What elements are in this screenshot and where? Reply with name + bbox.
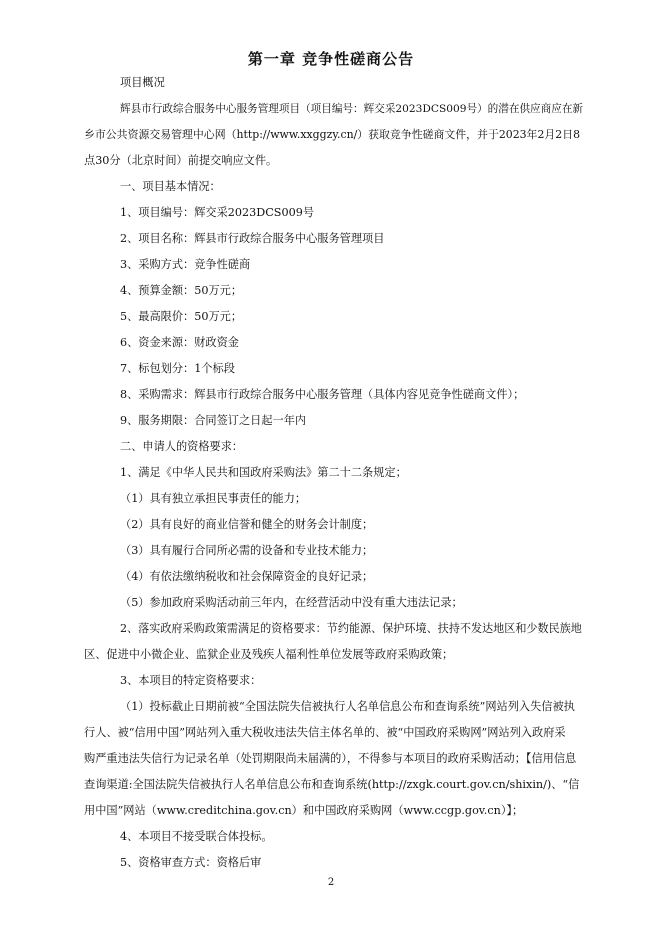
paragraph-line: 4、本项目不接受联合体投标。 bbox=[120, 830, 273, 843]
paragraph-line: 8、采购需求：辉县市行政综合服务中心服务管理（具体内容见竞争性磋商文件）； bbox=[120, 388, 525, 401]
paragraph-line: （1）具有独立承担民事责任的能力； bbox=[120, 492, 307, 505]
paragraph-line: 项目概况 bbox=[120, 76, 165, 89]
paragraph-line: 2、项目名称：辉县市行政综合服务中心服务管理项目 bbox=[120, 232, 385, 245]
paragraph-line: 5、最高限价：50万元； bbox=[120, 310, 243, 323]
paragraph-line: 购严重违法失信行为记录名单（处罚期限尚未届满的），不得参与本项目的政府采购活动；【信用信息 bbox=[84, 752, 577, 765]
paragraph-line: （5）参加政府采购活动前三年内，在经营活动中没有重大违法记录； bbox=[120, 596, 463, 609]
paragraph-line: 5、资格审查方式：资格后审 bbox=[120, 856, 262, 869]
paragraph-line: （1）投标截止日期前被“全国法院失信被执行人名单信息公布和查询系统”网站列入失信被执 bbox=[120, 700, 575, 713]
paragraph-line: 6、资金来源：财政资金 bbox=[120, 336, 239, 349]
paragraph-line: 乡市公共资源交易管理中心网（http://www.xxggzy.cn/）获取竞争性磋商文件，并于2023年2月2日8 bbox=[84, 128, 581, 141]
paragraph-line: 查询渠道:全国法院失信被执行人名单信息公布和查询系统(http://zxgk.court.gov.cn/shixin/)、“信 bbox=[84, 778, 580, 791]
section-heading: 二、申请人的资格要求： bbox=[120, 440, 244, 453]
chapter-title: 第一章 竞争性磋商公告 bbox=[247, 50, 415, 68]
paragraph-line: 3、采购方式：竞争性磋商 bbox=[120, 258, 251, 271]
paragraph-line: （2）具有良好的商业信誉和健全的财务会计制度； bbox=[120, 518, 374, 531]
paragraph-line: 9、服务期限：合同签订之日起一年内 bbox=[120, 414, 307, 427]
paragraph-line: 1、项目编号：辉交采2023DCS009号 bbox=[120, 206, 315, 219]
paragraph-line: 7、标包划分：1个标段 bbox=[120, 362, 235, 375]
paragraph-line: 用中国”网站（www.creditchina.gov.cn）和中国政府采购网（www.ccgp.gov.cn）】； bbox=[84, 804, 524, 817]
paragraph-line: （3）具有履行合同所必需的设备和专业技术能力； bbox=[120, 544, 374, 557]
paragraph-line: 点30分（北京时间）前提交响应文件。 bbox=[84, 154, 278, 167]
page-number: 2 bbox=[327, 877, 335, 888]
paragraph-line: 3、本项目的特定资格要求： bbox=[120, 674, 262, 687]
paragraph-line: 区、促进中小微企业、监狱企业及残疾人福利性单位发展等政府采购政策； bbox=[84, 648, 454, 661]
paragraph-line: 4、预算金额：50万元； bbox=[120, 284, 243, 297]
paragraph-line: 1、满足《中华人民共和国政府采购法》第二十二条规定； bbox=[120, 466, 407, 479]
section-heading: 一、项目基本情况： bbox=[120, 180, 221, 193]
paragraph-line: 行人、被“信用中国”网站列入重大税收违法失信主体名单的、被“中国政府采购网”网站列入政府采 bbox=[84, 726, 566, 739]
paragraph-line: （4）有依法缴纳税收和社会保障资金的良好记录； bbox=[120, 570, 374, 583]
paragraph-line: 2、落实政府采购政策需满足的资格要求：节约能源、保护环境、扶持不发达地区和少数民族地 bbox=[120, 622, 582, 635]
paragraph-line: 辉县市行政综合服务中心服务管理项目（项目编号：辉交采2023DCS009号）的潜在供应商应在新 bbox=[120, 103, 584, 115]
